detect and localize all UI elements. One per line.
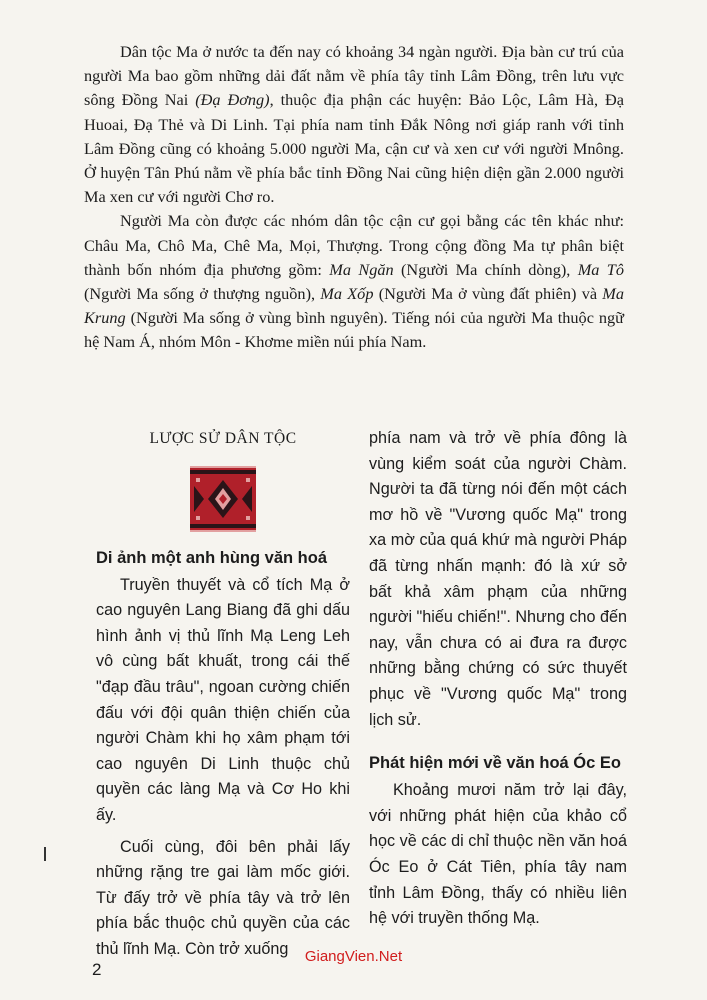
intro-p1-text-c: , thuộc địa phận các huyện: Bảo Lộc, Lâm Hà, Đạ Huoai, Đạ Thẻ và Di Linh. Tại phía nam tỉnh Đắk Nông nơi giáp ranh với tỉnh Lâm Đồng cũng có khoảng 5.000 người Ma, cận cư và xen cư với người Mnông. Ở huyện Tân Phú nằm về phía bắc tỉnh Đồng Nai cũng hiện diện gần 2.000 người Ma xen cư với người Chơ ro. <box>84 90 625 207</box>
intro-p1-italic-da-dong: (Đạ Đơng) <box>195 90 270 110</box>
intro-p2-text-e: (Người Ma sống ở thượng nguồn), <box>84 284 321 304</box>
margin-mark <box>44 847 46 861</box>
intro-p1-text-a: Dân tộc Ma ở nước ta đến nay có khoảng 34 ngàn người. Địa bàn cư trú của người Ma bao gồm những dải đất nằm về phía tây tỉnh Lâm Đồng, trên lưu vực sông Đồng Nai <box>84 42 624 110</box>
brocade-pattern-icon <box>190 466 256 532</box>
heading-culture-hero: Di ảnh một anh hùng văn hoá <box>96 548 327 567</box>
heading-oc-eo: Phát hiện mới về văn hoá Óc Eo <box>369 754 621 773</box>
intro-p2-italic-ma-to: Ma Tô <box>577 259 624 279</box>
intro-paragraph-1 <box>84 40 624 209</box>
left-paragraph-2: Cuối cùng, đôi bên phải lấy những rặng tre gai làm mốc giới. Từ đấy trở về phía tây và trở lên phía bắc thuộc chủ quyền của các thủ lĩnh Mạ. Còn trở xuống <box>96 837 350 958</box>
intro-text <box>84 40 624 355</box>
intro-p2-text-g: (Người Ma ở vùng đất phiên) và <box>373 284 603 304</box>
right-paragraph-1: phía nam và trở về phía đông là vùng kiểm soát của người Chàm. Người ta đã từng nói đến một cách mơ hồ về "Vương quốc Mạ" trong xa mờ của quá khứ mà người Pháp đã từng nhấn mạnh: đó là xứ sở bất khả xâm phạm của những người "hiếu chiến!". Nhưng cho đến nay, vẫn chưa có ai đưa ra được những bằng chứng có sức thuyết phục về "Vương quốc Mạ" trong lịch sử. <box>369 429 627 729</box>
intro-p2-italic-ma-ngan: Ma Ngăn <box>329 259 394 279</box>
intro-p2-text-a: Người Ma còn được các nhóm dân tộc cận cư gọi bằng các tên khác như: Châu Ma, Chô Ma, Chê Ma, Mọi, Thượng. Trong cộng đồng Ma tự phân biệt thành bốn nhóm địa phương gồm: <box>84 211 624 279</box>
page-number: 2 <box>92 960 102 979</box>
intro-p2-text-c: (Người Ma chính dòng), <box>393 259 578 279</box>
intro-p2-italic-ma-krung: Ma Krung <box>84 284 624 328</box>
section-title: LƯỢC SỬ DÂN TỘC <box>149 430 297 447</box>
watermark: GiangVien.Net <box>304 948 403 965</box>
left-paragraph-1: Truyền thuyết và cổ tích Mạ ở cao nguyên Lang Biang đã ghi dấu hình ảnh vị thủ lĩnh Mạ Leng Leh vô cùng bất khuất, trong cái thế "đạp đầu trâu", ngoan cường chiến đấu với đội quân thiện chiến của người Chàm khi họ xâm phạm tới cao nguyên Di Linh thuộc chủ quyền các làng Mạ và Cơ Ho khi ấy. <box>96 575 350 824</box>
left-column <box>96 426 350 963</box>
intro-p2-italic-ma-xop: Ma Xốp <box>320 284 374 304</box>
right-column <box>369 426 627 932</box>
right-paragraph-2: Khoảng mươi năm trở lại đây, với những phát hiện của khảo cổ học về các di chỉ thuộc nền văn hoá Óc Eo ở Cát Tiên, phía tây nam tỉnh Lâm Đồng, thấy có nhiều liên hệ với truyền thống Mạ. <box>369 781 627 928</box>
intro-paragraph-2 <box>84 209 624 354</box>
intro-p2-text-i: (Người Ma sống ở vùng bình nguyên). Tiếng nói của người Ma thuộc ngữ hệ Nam Á, nhóm Môn - Khơme miền núi phía Nam. <box>84 308 624 352</box>
